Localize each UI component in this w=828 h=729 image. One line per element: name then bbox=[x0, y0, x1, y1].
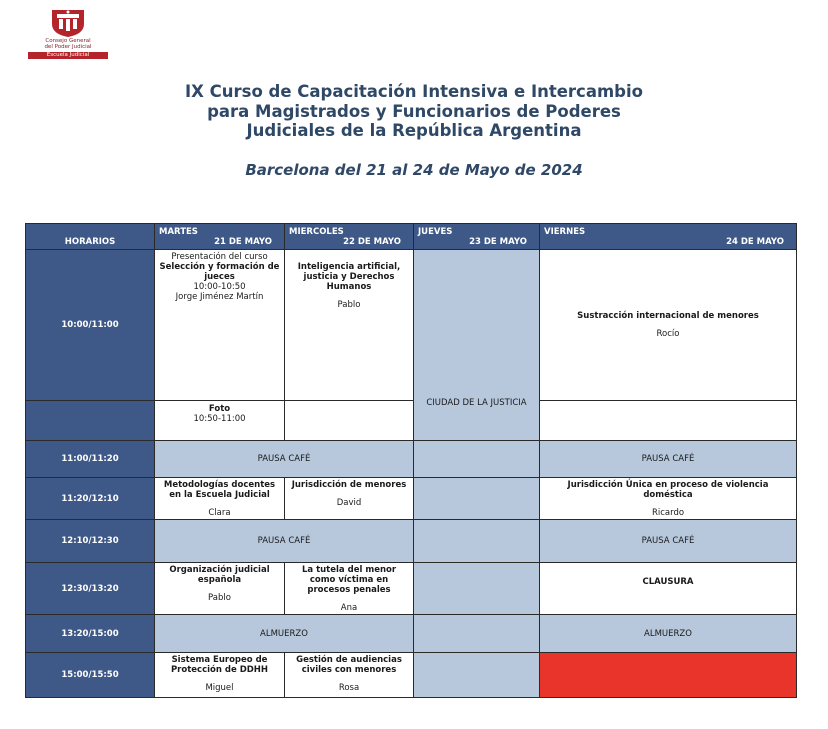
table-row bbox=[26, 653, 797, 698]
title-line-2: para Magistrados y Funcionarios de Poderes bbox=[207, 101, 621, 121]
logo-text-line1: Consejo General bbox=[45, 38, 91, 44]
session-hours: 10:50-11:00 bbox=[193, 414, 246, 424]
session-cell bbox=[540, 563, 797, 615]
table-row bbox=[26, 441, 797, 478]
session-title: Metodologías docentes en la Escuela Judicial bbox=[163, 480, 276, 500]
time-slot: 11:00/11:20 bbox=[26, 441, 155, 478]
coat-of-arms-icon bbox=[48, 8, 88, 38]
session-cell bbox=[540, 250, 797, 401]
session-cell bbox=[155, 563, 285, 615]
highlighted-empty-cell bbox=[540, 653, 797, 698]
header-thursday-day: JUEVES bbox=[418, 227, 453, 237]
session-title: Organización judicial española bbox=[169, 565, 270, 585]
thursday-cell bbox=[414, 441, 540, 478]
header-wednesday-date: 22 DE MAYO bbox=[343, 237, 401, 247]
session-title: Selección y formación de jueces bbox=[159, 262, 280, 282]
session-cell bbox=[155, 478, 285, 520]
session-cell bbox=[285, 250, 414, 401]
session-title: Sistema Europeo de Protección de DDHH bbox=[170, 655, 269, 675]
session-title: Jurisdicción de menores bbox=[291, 480, 407, 490]
session-speaker: Rosa bbox=[338, 683, 360, 693]
session-speaker: Miguel bbox=[205, 683, 234, 693]
thursday-cell bbox=[414, 563, 540, 615]
break-cell: PAUSA CAFÉ bbox=[155, 520, 414, 563]
session-cell bbox=[285, 478, 414, 520]
header-horarios-label: HORARIOS bbox=[64, 237, 116, 247]
header-tuesday bbox=[155, 224, 285, 250]
session-cell bbox=[285, 563, 414, 615]
thursday-cell bbox=[414, 478, 540, 520]
break-cell: PAUSA CAFÉ bbox=[155, 441, 414, 478]
logo-band: Escuela Judicial bbox=[28, 52, 108, 59]
header-tuesday-date: 21 DE MAYO bbox=[214, 237, 272, 247]
logo-text-line2: del Poder Judicial bbox=[44, 44, 92, 50]
thursday-cell bbox=[414, 615, 540, 653]
session-speaker: Jorge Jiménez Martín bbox=[175, 292, 264, 302]
thursday-location: CIUDAD DE LA JUSTICIA bbox=[426, 398, 527, 408]
header-friday bbox=[540, 224, 797, 250]
thursday-cell bbox=[414, 250, 540, 441]
thursday-cell bbox=[414, 520, 540, 563]
session-hours: 10:00-10:50 bbox=[193, 282, 246, 292]
table-row bbox=[26, 401, 797, 441]
title-line-1: IX Curso de Capacitación Intensiva e Intercambio bbox=[185, 82, 643, 101]
header-tuesday-day: MARTES bbox=[159, 227, 198, 237]
session-cell bbox=[155, 653, 285, 698]
table-row bbox=[26, 520, 797, 563]
lunch-cell: ALMUERZO bbox=[540, 615, 797, 653]
session-speaker: Ana bbox=[340, 603, 358, 613]
header-friday-date: 24 DE MAYO bbox=[726, 237, 784, 247]
time-slot: 12:30/13:20 bbox=[26, 563, 155, 615]
header-friday-day: VIERNES bbox=[544, 227, 586, 237]
time-slot: 12:10/12:30 bbox=[26, 520, 155, 563]
time-slot: 15:00/15:50 bbox=[26, 653, 155, 698]
session-speaker: Rocío bbox=[656, 329, 680, 339]
session-title: Inteligencia artificial, justicia y Derechos Humanos bbox=[297, 262, 401, 292]
header-wednesday-day: MIERCOLES bbox=[289, 227, 344, 237]
session-title: Jurisdicción Única en proceso de violencia doméstica bbox=[567, 480, 769, 500]
session-cell bbox=[285, 401, 414, 441]
time-slot: 13:20/15:00 bbox=[26, 615, 155, 653]
schedule-table bbox=[25, 223, 797, 698]
session-speaker: Ricardo bbox=[651, 508, 685, 518]
time-slot bbox=[26, 401, 155, 441]
session-speaker: Clara bbox=[208, 508, 231, 518]
time-slot: 10:00/11:00 bbox=[26, 250, 155, 401]
session-title: CLAUSURA bbox=[642, 577, 694, 587]
table-row bbox=[26, 615, 797, 653]
institution-logo bbox=[28, 8, 108, 59]
header-wednesday bbox=[285, 224, 414, 250]
page-title bbox=[0, 82, 828, 141]
session-title: La tutela del menor como víctima en procesos penales bbox=[301, 565, 397, 595]
table-row bbox=[26, 250, 797, 401]
session-cell bbox=[540, 478, 797, 520]
thursday-cell bbox=[414, 653, 540, 698]
break-cell: PAUSA CAFÉ bbox=[540, 441, 797, 478]
session-title: Gestión de audiencias civiles con menores bbox=[296, 655, 402, 675]
lunch-cell: ALMUERZO bbox=[155, 615, 414, 653]
session-cell bbox=[155, 250, 285, 401]
table-header-row bbox=[26, 224, 797, 250]
session-speaker: Pablo bbox=[208, 593, 231, 603]
header-thursday bbox=[414, 224, 540, 250]
header-thursday-date: 23 DE MAYO bbox=[469, 237, 527, 247]
header-horarios bbox=[26, 224, 155, 250]
table-row bbox=[26, 563, 797, 615]
session-title: Foto bbox=[208, 404, 231, 414]
session-intro: Presentación del curso bbox=[171, 252, 268, 262]
session-cell bbox=[540, 401, 797, 441]
page-subtitle: Barcelona del 21 al 24 de Mayo de 2024 bbox=[245, 161, 583, 179]
table-row bbox=[26, 478, 797, 520]
time-slot: 11:20/12:10 bbox=[26, 478, 155, 520]
session-cell bbox=[155, 401, 285, 441]
break-cell: PAUSA CAFÉ bbox=[540, 520, 797, 563]
session-speaker: David bbox=[336, 498, 362, 508]
session-title: Sustracción internacional de menores bbox=[577, 311, 759, 321]
session-cell bbox=[285, 653, 414, 698]
title-line-3: Judiciales de la República Argentina bbox=[246, 121, 582, 140]
session-speaker: Pablo bbox=[337, 300, 361, 310]
